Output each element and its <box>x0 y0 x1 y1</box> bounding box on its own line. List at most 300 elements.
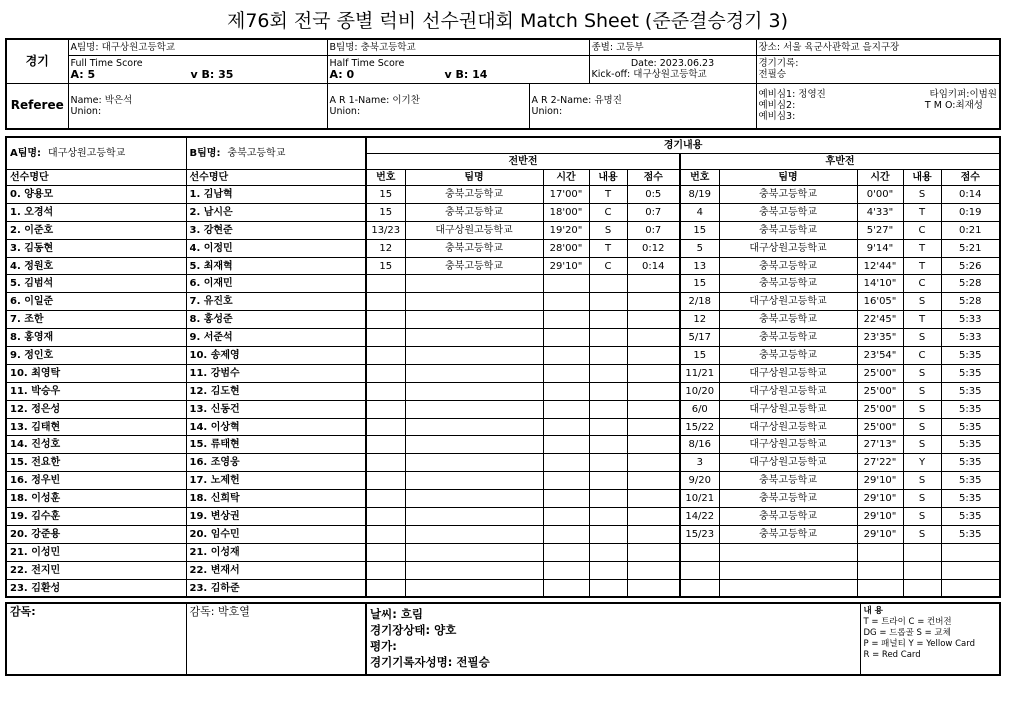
second-half-cell <box>941 543 1000 561</box>
second-half-cell: 5:35 <box>941 400 1000 418</box>
first-half-cell <box>589 347 627 365</box>
second-half-cell: 23'35" <box>857 329 903 347</box>
second-half-cell: 대구상원고등학교 <box>719 293 857 311</box>
first-half-cell <box>543 561 589 579</box>
first-half-cell <box>627 436 680 454</box>
second-half-cell: T <box>903 257 941 275</box>
second-half-cell: 충북고등학교 <box>719 508 857 526</box>
first-half-cell <box>366 418 405 436</box>
table-row <box>6 347 1000 365</box>
first-half-cell <box>366 454 405 472</box>
legend-line: T = 트라이 C = 컨버전 <box>863 617 952 627</box>
second-half-cell: 25'00" <box>857 400 903 418</box>
second-half-cell: 8/19 <box>680 186 719 204</box>
first-half-cell <box>627 543 680 561</box>
table-row <box>6 257 1000 275</box>
first-half-cell: 대구상원고등학교 <box>405 221 543 239</box>
first-half-cell: C <box>589 257 627 275</box>
table-row <box>6 579 1000 597</box>
second-half-cell: 29'10" <box>857 508 903 526</box>
second-half-cell <box>680 561 719 579</box>
player-a: 3. 김동현 <box>6 239 186 257</box>
first-half-cell <box>366 293 405 311</box>
table-row <box>6 543 1000 561</box>
first-half-cell <box>543 490 589 508</box>
second-half-cell: 5:26 <box>941 257 1000 275</box>
first-half-cell <box>405 329 543 347</box>
player-b: 22. 변재서 <box>186 561 366 579</box>
first-half-cell <box>589 525 627 543</box>
table-row <box>6 186 1000 204</box>
player-a: 9. 정인호 <box>6 347 186 365</box>
first-half-cell <box>627 418 680 436</box>
player-b: 8. 홍성준 <box>186 311 366 329</box>
first-half-cell <box>405 275 543 293</box>
first-half-cell <box>627 490 680 508</box>
first-half-cell <box>627 364 680 382</box>
second-half-cell: 14'10" <box>857 275 903 293</box>
half-score-a: A: 0 <box>329 68 355 81</box>
player-a: 11. 박승우 <box>6 382 186 400</box>
first-half-cell <box>405 561 543 579</box>
second-half-cell: 15 <box>680 347 719 365</box>
player-a: 16. 정우빈 <box>6 472 186 490</box>
second-half-cell: 25'00" <box>857 364 903 382</box>
first-half-cell <box>627 311 680 329</box>
table-row <box>6 490 1000 508</box>
first-half-cell: C <box>589 203 627 221</box>
first-half-cell <box>627 472 680 490</box>
col-header: 번호 <box>680 170 719 186</box>
first-half-cell: 0:5 <box>627 186 680 204</box>
first-half-cell: 0:7 <box>627 203 680 221</box>
first-half-cell <box>543 382 589 400</box>
second-half-cell: 8/16 <box>680 436 719 454</box>
col-header: 번호 <box>366 170 405 186</box>
reserve-2: 예비심2: <box>758 100 796 112</box>
table-row <box>6 364 1000 382</box>
assistant-referee-1 <box>327 83 529 129</box>
first-half-cell <box>627 579 680 597</box>
second-half-cell: S <box>903 186 941 204</box>
player-a: 2. 이준호 <box>6 221 186 239</box>
second-half-cell: 5:35 <box>941 347 1000 365</box>
player-b: 2. 남시은 <box>186 203 366 221</box>
first-half-cell <box>589 561 627 579</box>
table-row <box>6 239 1000 257</box>
table-row <box>6 329 1000 347</box>
team-a-header: A팀명: 대구상원고등학교 <box>68 39 327 55</box>
assistant-referee-2 <box>529 83 756 129</box>
second-half-cell: C <box>903 347 941 365</box>
col-header: 시간 <box>543 170 589 186</box>
players-b-header: 선수명단 <box>186 170 366 186</box>
first-half-cell <box>589 472 627 490</box>
player-a: 5. 김범석 <box>6 275 186 293</box>
first-half-cell: 0:7 <box>627 221 680 239</box>
team-a-name: 대구상원고등학교 <box>48 148 126 159</box>
division: 종별: 고등부 <box>589 39 756 55</box>
second-half-cell: T <box>903 239 941 257</box>
legend-line: DG = 드롭골 S = 교체 <box>863 628 951 638</box>
first-half-cell: 15 <box>366 203 405 221</box>
game-label: 경기 <box>6 39 68 83</box>
first-half-cell <box>543 525 589 543</box>
player-b: 13. 신동건 <box>186 400 366 418</box>
team-b-name: 충북고등학교 <box>227 148 286 159</box>
first-half-cell <box>543 400 589 418</box>
second-half-cell <box>941 579 1000 597</box>
second-half-cell: Y <box>903 454 941 472</box>
first-half-cell <box>627 400 680 418</box>
full-time-score <box>68 55 327 83</box>
second-half-cell: 5:35 <box>941 454 1000 472</box>
second-half-cell: 10/20 <box>680 382 719 400</box>
second-half-title: 후반전 <box>680 154 1000 170</box>
field-condition: 경기장상태: 양호 <box>370 623 457 637</box>
second-half-cell: 11/21 <box>680 364 719 382</box>
first-half-cell <box>366 508 405 526</box>
player-a: 22. 전지민 <box>6 561 186 579</box>
first-half-cell: 충북고등학교 <box>405 257 543 275</box>
first-half-cell <box>543 543 589 561</box>
first-half-cell <box>366 347 405 365</box>
col-header: 시간 <box>857 170 903 186</box>
first-half-cell <box>543 472 589 490</box>
player-b: 20. 임수민 <box>186 525 366 543</box>
second-half-cell: 충북고등학교 <box>719 221 857 239</box>
first-half-cell <box>589 293 627 311</box>
first-half-cell <box>405 508 543 526</box>
second-half-cell: S <box>903 525 941 543</box>
weather: 날씨: 흐림 <box>370 607 424 621</box>
second-half-cell: 5:21 <box>941 239 1000 257</box>
first-half-cell: 17'00" <box>543 186 589 204</box>
player-b: 7. 유진호 <box>186 293 366 311</box>
first-half-cell: T <box>589 186 627 204</box>
second-half-cell: 5:35 <box>941 418 1000 436</box>
timekeeper: 타임키퍼:이범원 <box>929 89 997 101</box>
second-half-cell: S <box>903 490 941 508</box>
first-half-cell <box>589 454 627 472</box>
first-half-cell <box>627 275 680 293</box>
first-half-cell <box>589 543 627 561</box>
first-half-cell <box>405 293 543 311</box>
player-a: 10. 최영탁 <box>6 364 186 382</box>
first-half-cell <box>589 490 627 508</box>
second-half-cell: 12'44" <box>857 257 903 275</box>
second-half-cell: 0:21 <box>941 221 1000 239</box>
first-half-cell: S <box>589 221 627 239</box>
second-half-cell: 25'00" <box>857 418 903 436</box>
second-half-cell: 3 <box>680 454 719 472</box>
half-time-score <box>327 55 589 83</box>
second-half-cell: S <box>903 472 941 490</box>
first-half-cell <box>543 364 589 382</box>
second-half-cell: S <box>903 508 941 526</box>
second-half-cell: S <box>903 293 941 311</box>
first-half-cell: 충북고등학교 <box>405 239 543 257</box>
first-half-cell <box>405 418 543 436</box>
first-half-cell: 18'00" <box>543 203 589 221</box>
first-half-cell <box>543 329 589 347</box>
match-footer <box>5 602 1001 676</box>
tmo: T M O:최재성 <box>924 100 983 112</box>
half-score-b: v B: 14 <box>444 68 488 81</box>
legend-title: 내 용 <box>863 606 883 616</box>
table-row <box>6 472 1000 490</box>
col-header: 점수 <box>941 170 1000 186</box>
second-half-cell: 5 <box>680 239 719 257</box>
second-half-cell: 4'33" <box>857 203 903 221</box>
second-half-cell: 대구상원고등학교 <box>719 364 857 382</box>
second-half-cell: 27'13" <box>857 436 903 454</box>
second-half-cell: 29'10" <box>857 525 903 543</box>
second-half-cell: S <box>903 382 941 400</box>
first-half-cell <box>405 525 543 543</box>
first-half-cell: T <box>589 239 627 257</box>
table-row <box>6 400 1000 418</box>
second-half-cell: 29'10" <box>857 472 903 490</box>
player-a: 0. 양용모 <box>6 186 186 204</box>
legend <box>860 603 1000 675</box>
first-half-cell <box>543 311 589 329</box>
team-b-header: B팀명: 충북고등학교 <box>327 39 589 55</box>
player-a: 19. 김수훈 <box>6 508 186 526</box>
referee <box>68 83 327 129</box>
player-a: 13. 김태현 <box>6 418 186 436</box>
recorder-name: 전필승 <box>758 69 787 80</box>
venue: 장소: 서울 육군사관학교 을지구장 <box>756 39 1000 55</box>
recorder-label: 경기기록: <box>758 58 799 69</box>
legend-line: R = Red Card <box>863 650 921 660</box>
second-half-cell: 대구상원고등학교 <box>719 418 857 436</box>
player-a: 1. 오경석 <box>6 203 186 221</box>
second-half-cell: 5:35 <box>941 382 1000 400</box>
player-b: 6. 이재민 <box>186 275 366 293</box>
first-half-cell <box>405 454 543 472</box>
first-half-cell <box>627 382 680 400</box>
first-half-cell <box>543 579 589 597</box>
second-half-cell: T <box>903 311 941 329</box>
first-half-cell <box>543 275 589 293</box>
legend-line: P = 패널티 Y = Yellow Card <box>863 639 975 649</box>
half-time-label: Half Time Score <box>329 58 405 69</box>
first-half-cell <box>543 347 589 365</box>
second-half-cell <box>857 579 903 597</box>
first-half-cell <box>589 400 627 418</box>
second-half-cell: 15 <box>680 221 719 239</box>
first-half-cell <box>543 508 589 526</box>
second-half-cell: 6/0 <box>680 400 719 418</box>
second-half-cell: 5:28 <box>941 275 1000 293</box>
table-row <box>6 525 1000 543</box>
full-score-a: A: 5 <box>70 68 96 81</box>
player-b: 5. 최재혁 <box>186 257 366 275</box>
full-score-b: v B: 35 <box>190 68 234 81</box>
first-half-title: 전반전 <box>366 154 680 170</box>
first-half-cell: 19'20" <box>543 221 589 239</box>
first-half-cell <box>589 579 627 597</box>
table-row <box>6 418 1000 436</box>
second-half-cell: 22'45" <box>857 311 903 329</box>
second-half-cell <box>903 579 941 597</box>
ar1-name: A R 1-Name: 이기찬 <box>329 94 420 106</box>
first-half-cell <box>627 329 680 347</box>
player-a: 18. 이성훈 <box>6 490 186 508</box>
second-half-cell: 2/18 <box>680 293 719 311</box>
player-b: 10. 송제영 <box>186 347 366 365</box>
team-b-name-cell <box>186 137 366 170</box>
rating: 평가: <box>370 639 397 653</box>
second-half-cell: 5'27" <box>857 221 903 239</box>
second-half-cell: S <box>903 418 941 436</box>
player-b: 12. 김도현 <box>186 382 366 400</box>
second-half-cell: 충북고등학교 <box>719 257 857 275</box>
second-half-cell: S <box>903 400 941 418</box>
first-half-cell: 충북고등학교 <box>405 186 543 204</box>
first-half-cell <box>366 490 405 508</box>
second-half-cell: 5:35 <box>941 364 1000 382</box>
first-half-cell: 28'00" <box>543 239 589 257</box>
player-b: 21. 이성재 <box>186 543 366 561</box>
player-a: 8. 홍영재 <box>6 329 186 347</box>
table-row <box>6 275 1000 293</box>
table-row <box>6 436 1000 454</box>
first-half-cell <box>589 508 627 526</box>
second-half-cell: 5/17 <box>680 329 719 347</box>
second-half-cell: S <box>903 329 941 347</box>
first-half-cell <box>589 311 627 329</box>
second-half-cell: 대구상원고등학교 <box>719 454 857 472</box>
second-half-cell <box>680 579 719 597</box>
first-half-cell: 13/23 <box>366 221 405 239</box>
player-a: 12. 정은성 <box>6 400 186 418</box>
second-half-cell: 27'22" <box>857 454 903 472</box>
col-header: 팀명 <box>719 170 857 186</box>
reserve-officials <box>756 83 1000 129</box>
table-row <box>6 382 1000 400</box>
first-half-cell <box>366 436 405 454</box>
first-half-cell: 15 <box>366 257 405 275</box>
second-half-cell: 대구상원고등학교 <box>719 239 857 257</box>
player-b: 9. 서준석 <box>186 329 366 347</box>
second-half-cell <box>719 579 857 597</box>
second-half-cell: 0'00" <box>857 186 903 204</box>
first-half-cell <box>366 400 405 418</box>
first-half-cell <box>589 418 627 436</box>
match-date: Date: 2023.06.23 <box>630 58 715 69</box>
kickoff: Kick-off: 대구상원고등학교 <box>591 69 707 80</box>
second-half-cell <box>903 561 941 579</box>
referee-union: Union: <box>70 105 102 117</box>
second-half-cell: 대구상원고등학교 <box>719 400 857 418</box>
page-title: 제76회 전국 종별 럭비 선수권대회 Match Sheet (준준결승경기 3) <box>226 10 789 32</box>
first-half-cell <box>589 436 627 454</box>
first-half-cell: 15 <box>366 186 405 204</box>
first-half-cell <box>366 311 405 329</box>
second-half-cell: 15/22 <box>680 418 719 436</box>
first-half-cell <box>405 382 543 400</box>
table-row <box>6 508 1000 526</box>
player-a: 7. 조한 <box>6 311 186 329</box>
second-half-cell: 충북고등학교 <box>719 472 857 490</box>
player-b: 1. 김남혁 <box>186 186 366 204</box>
second-half-cell: S <box>903 364 941 382</box>
second-half-cell: 충북고등학교 <box>719 490 857 508</box>
player-b: 19. 변상권 <box>186 508 366 526</box>
first-half-cell <box>627 454 680 472</box>
player-a: 23. 김환성 <box>6 579 186 597</box>
second-half-cell: 충북고등학교 <box>719 347 857 365</box>
second-half-cell: 5:28 <box>941 293 1000 311</box>
table-row <box>6 454 1000 472</box>
player-b: 16. 조영웅 <box>186 454 366 472</box>
reserve-1: 예비심1: 정영진 <box>758 89 826 101</box>
second-half-cell <box>680 543 719 561</box>
first-half-cell: 충북고등학교 <box>405 203 543 221</box>
second-half-cell: 충북고등학교 <box>719 186 857 204</box>
first-half-cell <box>366 543 405 561</box>
player-b: 14. 이상혁 <box>186 418 366 436</box>
table-row <box>6 221 1000 239</box>
referee-label: Referee <box>6 83 68 129</box>
first-half-cell <box>405 400 543 418</box>
first-half-cell: 29'10" <box>543 257 589 275</box>
first-half-cell <box>405 347 543 365</box>
game-content-title: 경기내용 <box>366 137 1000 154</box>
first-half-cell <box>589 329 627 347</box>
second-half-cell: T <box>903 203 941 221</box>
second-half-cell <box>903 543 941 561</box>
second-half-cell: 대구상원고등학교 <box>719 382 857 400</box>
first-half-cell <box>627 525 680 543</box>
second-half-cell: S <box>903 436 941 454</box>
first-half-cell <box>366 525 405 543</box>
second-half-cell: 5:35 <box>941 472 1000 490</box>
first-half-cell: 0:12 <box>627 239 680 257</box>
first-half-cell <box>627 508 680 526</box>
player-b: 15. 류태현 <box>186 436 366 454</box>
first-half-cell <box>366 275 405 293</box>
second-half-cell: 5:33 <box>941 311 1000 329</box>
first-half-cell <box>543 293 589 311</box>
second-half-cell: 14/22 <box>680 508 719 526</box>
second-half-cell: 5:35 <box>941 525 1000 543</box>
first-half-cell: 0:14 <box>627 257 680 275</box>
second-half-cell: 충북고등학교 <box>719 203 857 221</box>
player-a: 14. 진성호 <box>6 436 186 454</box>
date-kickoff <box>589 55 756 83</box>
first-half-cell <box>405 543 543 561</box>
second-half-cell: 0:19 <box>941 203 1000 221</box>
table-row <box>6 311 1000 329</box>
first-half-cell <box>405 490 543 508</box>
player-b: 23. 김하준 <box>186 579 366 597</box>
second-half-cell <box>719 561 857 579</box>
reserve-3: 예비심3: <box>758 111 796 123</box>
second-half-cell: 16'05" <box>857 293 903 311</box>
players-a-header: 선수명단 <box>6 170 186 186</box>
team-a-label: A팀명: <box>10 148 42 159</box>
second-half-cell: 4 <box>680 203 719 221</box>
coach-a: 감독: <box>6 603 186 675</box>
second-half-cell: 23'54" <box>857 347 903 365</box>
first-half-cell <box>405 311 543 329</box>
second-half-cell: 충북고등학교 <box>719 525 857 543</box>
player-a: 4. 정원호 <box>6 257 186 275</box>
second-half-cell: 대구상원고등학교 <box>719 436 857 454</box>
